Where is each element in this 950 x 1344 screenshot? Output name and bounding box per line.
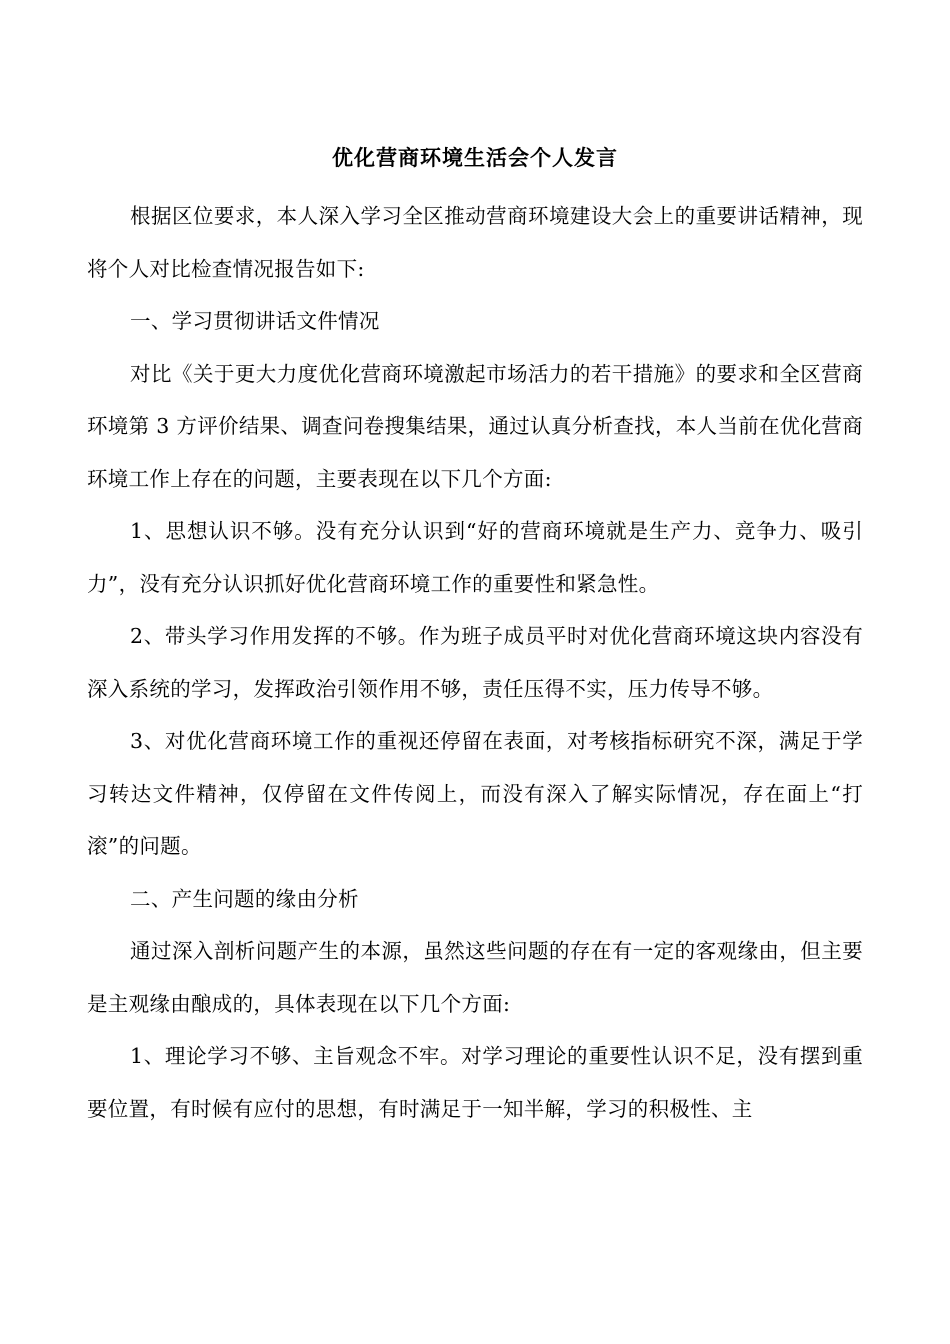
paragraph-cause-intro: 通过深入剖析问题产生的本源，虽然这些问题的存在有一定的客观缘由，但主要是主观缘由酿成的，具体表现在以下几个方面:: [87, 939, 863, 1016]
document-title: 优化营商环境生活会个人发言: [332, 145, 618, 170]
paragraph-comparison: 对比《关于更大力度优化营商环境激起市场活力的若干措施》的要求和全区营商环境第 3 方评价结果、调查问卷搜集结果，通过认真分析查找，本人当前在优化营商环境工作上存在的问题，主要表现在以下几个方面:: [87, 361, 863, 491]
paragraph-problem-2: 2、带头学习作用发挥的不够。作为班子成员平时对优化营商环境这块内容没有深入系统的学习，发挥政治引领作用不够，责任压得不实，压力传导不够。: [87, 624, 863, 701]
paragraph-problem-1: 1、思想认识不够。没有充分认识到“好的营商环境就是生产力、竞争力、吸引力”，没有充分认识抓好优化营商环境工作的重要性和紧急性。: [87, 519, 863, 596]
paragraph-intro: 根据区位要求，本人深入学习全区推动营商环境建设大会上的重要讲话精神，现将个人对比检查情况报告如下:: [87, 204, 863, 281]
section-heading-1: 一、学习贯彻讲话文件情况: [130, 309, 380, 333]
paragraph-cause-1: 1、理论学习不够、主旨观念不牢。对学习理论的重要性认识不足，没有摆到重要位置，有时候有应付的思想，有时满足于一知半解，学习的积极性、主: [87, 1044, 863, 1121]
paragraph-problem-3: 3、对优化营商环境工作的重视还停留在表面，对考核指标研究不深，满足于学习转达文件精神，仅停留在文件传阅上，而没有深入了解实际情况，存在面上“打滚”的问题。: [87, 729, 863, 858]
document-body: [87, 190, 863, 1135]
section-heading-2: 二、产生问题的缘由分析: [130, 886, 359, 911]
